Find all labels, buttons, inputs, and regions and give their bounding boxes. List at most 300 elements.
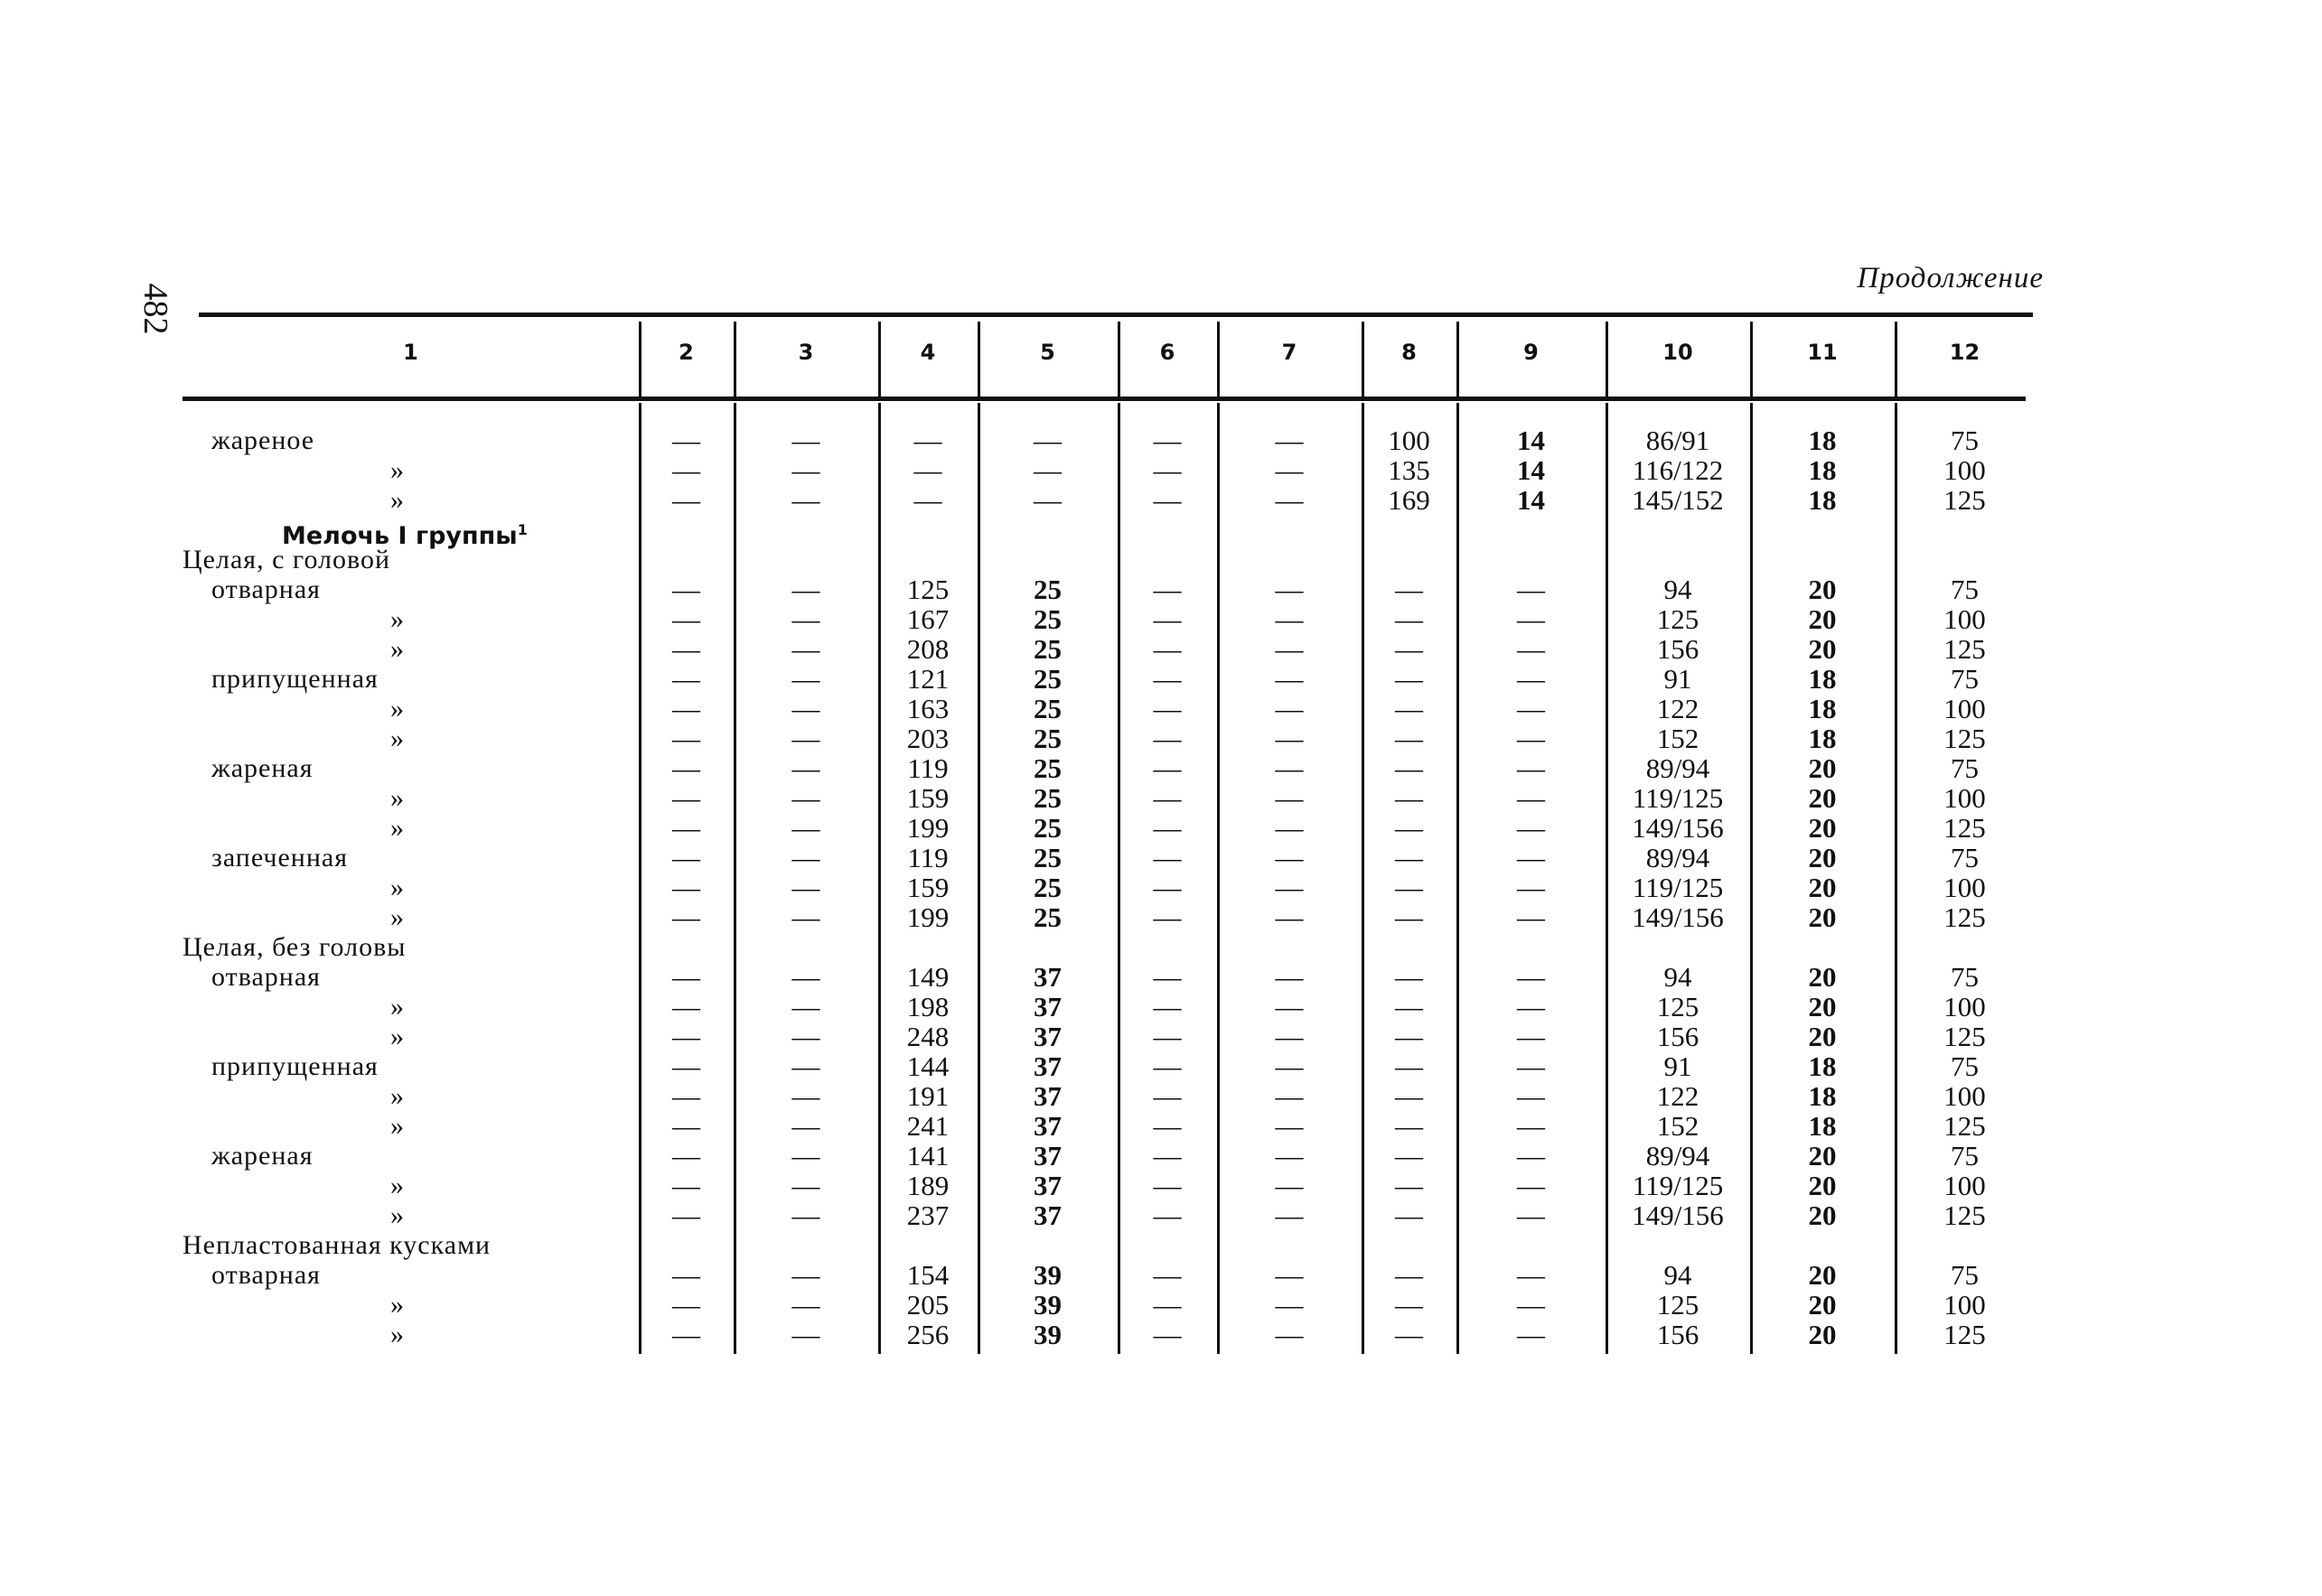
cell-col-10: 89/94 [1645,1140,1710,1171]
cell-col-10: 122 [1656,693,1699,724]
cell-col-9: — [1517,1289,1545,1321]
row-label [211,1051,379,1081]
cell-col-7: — [1275,901,1304,933]
cell-col-4: 205 [906,1289,950,1321]
cell-col-7: — [1275,1319,1304,1350]
table-row [183,1230,2035,1260]
page-number: 482 [136,283,174,335]
cell-col-4: 208 [906,633,950,665]
cell-col-5: 39 [1034,1289,1062,1321]
cell-col-4: 159 [906,782,950,814]
cell-col-8: 100 [1388,425,1430,456]
cell-col-8: 135 [1388,454,1430,486]
cell-col-2: — [672,1110,700,1142]
cell-col-2: — [672,991,700,1022]
cell-col-3: — [791,901,820,933]
row-label-text: жареная [211,753,314,783]
cell-col-10: 152 [1656,1110,1699,1142]
table-row [183,455,2035,485]
row-label-text: Целая, без головы [183,932,407,962]
cell-col-11: 18 [1808,723,1837,754]
row-label [211,1141,314,1171]
header-divider [734,322,736,397]
table-header-rule [183,397,2026,401]
row-label [211,574,321,604]
cell-col-6: — [1153,1080,1182,1112]
cell-col-3: — [791,663,820,695]
cell-col-5: 25 [1034,603,1062,635]
cell-col-5: 37 [1034,1110,1062,1142]
cell-col-3: — [791,1110,820,1142]
cell-col-9: — [1517,752,1545,784]
cell-col-2: — [672,1319,700,1350]
cell-col-5: 25 [1034,633,1062,665]
row-label [390,1081,405,1111]
cell-col-3: — [791,782,820,814]
table-row [183,1171,2035,1200]
cell-col-6: — [1153,1199,1182,1231]
column-header-5: 5 [1040,340,1055,365]
cell-col-5: 25 [1034,842,1062,873]
cell-col-3: — [791,1319,820,1350]
cell-col-7: — [1275,603,1304,635]
cell-col-6: — [1153,991,1182,1022]
cell-col-3: — [791,1080,820,1112]
cell-col-3: — [791,723,820,754]
row-label-text: припущенная [211,664,379,694]
cell-col-8: — [1395,782,1423,814]
cell-col-5: 37 [1034,1050,1062,1082]
cell-col-2: — [672,842,700,873]
row-label [390,723,405,753]
row-label [390,873,405,902]
cell-col-8: — [1395,1319,1423,1350]
cell-col-3: — [791,842,820,873]
table-row [183,992,2035,1022]
cell-col-10: 156 [1656,1021,1699,1052]
cell-col-9: — [1517,1259,1545,1291]
cell-col-12: 100 [1943,693,1986,724]
cell-col-9: — [1517,782,1545,814]
column-header-12: 12 [1949,340,1980,365]
row-label [211,425,314,455]
cell-col-4: 203 [906,723,950,754]
row-label-text: » [390,1171,405,1200]
cell-col-9: — [1517,1080,1545,1112]
row-label [390,694,405,723]
cell-col-8: — [1395,723,1423,754]
header-divider [978,322,980,397]
cell-col-7: — [1275,454,1304,486]
cell-col-2: — [672,1050,700,1082]
cell-col-10: 122 [1656,1080,1699,1112]
cell-col-4: 241 [906,1110,950,1142]
cell-col-5: 25 [1034,752,1062,784]
cell-col-6: — [1153,574,1182,605]
column-header-3: 3 [798,340,814,365]
row-label [211,753,314,783]
cell-col-8: — [1395,693,1423,724]
cell-col-5: — [1034,484,1062,516]
header-divider [1217,322,1220,397]
cell-col-6: — [1153,812,1182,844]
row-label-text: » [390,455,405,485]
cell-col-11: 18 [1808,454,1837,486]
cell-col-11: 20 [1808,633,1837,665]
cell-col-3: — [791,603,820,635]
cell-col-4: 199 [906,812,950,844]
cell-col-7: — [1275,961,1304,993]
row-label [183,545,390,574]
cell-col-8: — [1395,1259,1423,1291]
table-row [183,425,2035,455]
row-label-text: жареное [211,425,315,455]
cell-col-7: — [1275,1199,1304,1231]
row-label [211,664,379,694]
cell-col-4: 199 [906,901,950,933]
row-label-text: припущенная [211,1051,379,1081]
cell-col-10: 94 [1663,1259,1692,1291]
cell-col-2: — [672,425,700,456]
cell-col-2: — [672,872,700,903]
cell-col-3: — [791,574,820,605]
table-row [183,604,2035,634]
table-row [183,574,2035,604]
row-label-text: » [390,485,405,515]
cell-col-7: — [1275,1170,1304,1201]
cell-col-5: 39 [1034,1319,1062,1350]
table-row [183,753,2035,783]
cell-col-8: — [1395,574,1423,605]
cell-col-12: 100 [1943,603,1986,635]
cell-col-11: 18 [1808,1110,1837,1142]
row-label-text: » [390,1081,405,1111]
row-label-text: » [390,992,405,1022]
cell-col-10: 125 [1656,603,1699,635]
cell-col-10: 91 [1663,1050,1692,1082]
cell-col-10: 149/156 [1632,901,1724,933]
cell-col-3: — [791,961,820,993]
cell-col-11: 18 [1808,484,1837,516]
cell-col-2: — [672,961,700,993]
cell-col-12: 125 [1943,484,1986,516]
cell-col-4: 154 [906,1259,950,1291]
cell-col-2: — [672,1080,700,1112]
cell-col-6: — [1153,723,1182,754]
cell-col-3: — [791,1259,820,1291]
cell-col-12: 100 [1943,991,1986,1022]
cell-col-11: 20 [1808,812,1837,844]
cell-col-9: — [1517,812,1545,844]
cell-col-5: 37 [1034,1199,1062,1231]
cell-col-6: — [1153,842,1182,873]
cell-col-7: — [1275,1259,1304,1291]
cell-col-12: 125 [1943,901,1986,933]
cell-col-12: 75 [1951,574,1979,605]
cell-col-5: 37 [1034,1021,1062,1052]
row-label-text: » [390,1022,405,1051]
row-label [390,1111,405,1141]
row-label-text: Мелочь I группы [282,522,518,550]
table-row [183,515,2035,550]
cell-col-9: — [1517,991,1545,1022]
cell-col-3: — [791,1140,820,1171]
table-row [183,1081,2035,1111]
cell-col-9: — [1517,1199,1545,1231]
row-label-text: » [390,604,405,634]
cell-col-8: — [1395,603,1423,635]
cell-col-3: — [791,752,820,784]
row-label-text: Непластованная кусками [183,1230,492,1260]
table-row [183,634,2035,664]
header-divider [878,322,881,397]
cell-col-12: 125 [1943,633,1986,665]
cell-col-10: 125 [1656,991,1699,1022]
cell-col-2: — [672,901,700,933]
row-label [390,902,405,932]
cell-col-7: — [1275,752,1304,784]
cell-col-5: 39 [1034,1259,1062,1291]
cell-col-12: 125 [1943,1319,1986,1350]
cell-col-5: 25 [1034,782,1062,814]
cell-col-7: — [1275,425,1304,456]
header-divider [1895,322,1897,397]
cell-col-8: — [1395,1080,1423,1112]
continued-label: Продолжение [1857,262,2044,294]
cell-col-8: — [1395,1170,1423,1201]
cell-col-8: — [1395,842,1423,873]
cell-col-5: 37 [1034,991,1062,1022]
cell-col-2: — [672,574,700,605]
cell-col-10: 149/156 [1632,1199,1724,1231]
cell-col-3: — [791,1021,820,1052]
cell-col-8: — [1395,1050,1423,1082]
cell-col-7: — [1275,991,1304,1022]
row-label-text: запеченная [211,843,349,873]
row-label [183,932,406,962]
cell-col-9: — [1517,603,1545,635]
cell-col-3: — [791,1050,820,1082]
row-label [390,992,405,1022]
cell-col-3: — [791,1289,820,1321]
cell-col-3: — [791,1199,820,1231]
table-row [183,932,2035,962]
cell-col-3: — [791,693,820,724]
cell-col-9: — [1517,1140,1545,1171]
cell-col-2: — [672,1021,700,1052]
cell-col-6: — [1153,633,1182,665]
cell-col-12: 100 [1943,1170,1986,1201]
cell-col-9: — [1517,574,1545,605]
cell-col-9: — [1517,1170,1545,1201]
cell-col-12: 100 [1943,454,1986,486]
table-row [183,545,2035,574]
cell-col-8: — [1395,663,1423,695]
cell-col-5: — [1034,425,1062,456]
cell-col-5: 25 [1034,574,1062,605]
cell-col-8: — [1395,901,1423,933]
cell-col-12: 100 [1943,872,1986,903]
cell-col-6: — [1153,1259,1182,1291]
cell-col-12: 125 [1943,723,1986,754]
row-label-text: отварная [211,1260,321,1290]
cell-col-4: 149 [906,961,950,993]
row-label [390,783,405,813]
cell-col-12: 100 [1943,1289,1986,1321]
header-divider [1118,322,1120,397]
cell-col-11: 20 [1808,961,1837,993]
cell-col-11: 20 [1808,842,1837,873]
cell-col-3: — [791,484,820,516]
cell-col-5: — [1034,454,1062,486]
cell-col-9: — [1517,1110,1545,1142]
cell-col-11: 20 [1808,1021,1837,1052]
cell-col-11: 20 [1808,872,1837,903]
table-row [183,1022,2035,1051]
cell-col-8: — [1395,872,1423,903]
header-divider [1606,322,1608,397]
cell-col-7: — [1275,872,1304,903]
cell-col-6: — [1153,901,1182,933]
group-heading [282,515,528,550]
row-label [390,485,405,515]
table-row [183,962,2035,992]
table-row [183,485,2035,515]
cell-col-2: — [672,603,700,635]
cell-col-11: 20 [1808,752,1837,784]
row-label [211,843,348,873]
cell-col-9: — [1517,633,1545,665]
table-row [183,813,2035,843]
cell-col-9: 14 [1517,484,1545,516]
cell-col-2: — [672,782,700,814]
header-divider [1456,322,1459,397]
row-label-text: » [390,1200,405,1230]
column-header-10: 10 [1662,340,1693,365]
row-label-text: » [390,694,405,723]
cell-col-4: 159 [906,872,950,903]
cell-col-4: 125 [906,574,950,605]
row-label-text: » [390,634,405,664]
cell-col-8: — [1395,812,1423,844]
cell-col-6: — [1153,1021,1182,1052]
cell-col-5: 37 [1034,1080,1062,1112]
cell-col-11: 20 [1808,1289,1837,1321]
cell-col-5: 25 [1034,901,1062,933]
cell-col-7: — [1275,812,1304,844]
cell-col-10: 149/156 [1632,812,1724,844]
cell-col-5: 25 [1034,693,1062,724]
cell-col-12: 125 [1943,1021,1986,1052]
cell-col-11: 18 [1808,693,1837,724]
column-header-11: 11 [1807,340,1838,365]
cell-col-4: 256 [906,1319,950,1350]
cell-col-2: — [672,1170,700,1201]
cell-col-9: — [1517,1050,1545,1082]
cell-col-6: — [1153,1050,1182,1082]
cell-col-2: — [672,484,700,516]
cell-col-7: — [1275,1080,1304,1112]
table-row [183,1260,2035,1290]
cell-col-5: 25 [1034,872,1062,903]
column-header-2: 2 [679,340,694,365]
cell-col-6: — [1153,1289,1182,1321]
table-row [183,1200,2035,1230]
cell-col-9: — [1517,723,1545,754]
cell-col-12: 75 [1951,1140,1979,1171]
table-row [183,1051,2035,1081]
cell-col-10: 94 [1663,574,1692,605]
cell-col-8: — [1395,991,1423,1022]
cell-col-10: 119/125 [1632,782,1724,814]
cell-col-7: — [1275,1021,1304,1052]
cell-col-7: — [1275,782,1304,814]
footnote-marker: 1 [517,521,528,538]
cell-col-6: — [1153,425,1182,456]
cell-col-4: 119 [907,752,949,784]
cell-col-10: 89/94 [1645,842,1710,873]
cell-col-9: — [1517,901,1545,933]
row-label-text: » [390,813,405,843]
header-divider [1362,322,1364,397]
cell-col-5: 25 [1034,723,1062,754]
cell-col-6: — [1153,603,1182,635]
cell-col-6: — [1153,752,1182,784]
column-header-9: 9 [1523,340,1539,365]
cell-col-11: 18 [1808,1050,1837,1082]
cell-col-10: 119/125 [1632,872,1724,903]
cell-col-8: — [1395,1021,1423,1052]
cell-col-4: 119 [907,842,949,873]
cell-col-4: 189 [906,1170,950,1201]
cell-col-12: 100 [1943,782,1986,814]
cell-col-11: 20 [1808,1319,1837,1350]
cell-col-12: 75 [1951,1050,1979,1082]
cell-col-10: 156 [1656,633,1699,665]
cell-col-5: 37 [1034,1170,1062,1201]
cell-col-12: 125 [1943,812,1986,844]
cell-col-4: 248 [906,1021,950,1052]
cell-col-3: — [791,454,820,486]
cell-col-10: 152 [1656,723,1699,754]
cell-col-9: — [1517,693,1545,724]
cell-col-2: — [672,1259,700,1291]
cell-col-6: — [1153,693,1182,724]
cell-col-3: — [791,812,820,844]
cell-col-12: 125 [1943,1199,1986,1231]
cell-col-10: 116/122 [1632,454,1724,486]
table-row [183,1141,2035,1171]
cell-col-9: — [1517,1021,1545,1052]
row-label [390,634,405,664]
row-label [390,1022,405,1051]
cell-col-9: 14 [1517,454,1545,486]
cell-col-8: — [1395,961,1423,993]
table-row [183,873,2035,902]
cell-col-2: — [672,812,700,844]
column-header-4: 4 [920,340,936,365]
cell-col-7: — [1275,1110,1304,1142]
cell-col-4: — [913,425,942,456]
cell-col-4: 237 [906,1199,950,1231]
cell-col-4: — [913,454,942,486]
row-label-text: жареная [211,1141,314,1171]
cell-col-10: 89/94 [1645,752,1710,784]
row-label [390,1290,405,1320]
cell-col-2: — [672,752,700,784]
row-label-text: » [390,723,405,753]
cell-col-2: — [672,1289,700,1321]
